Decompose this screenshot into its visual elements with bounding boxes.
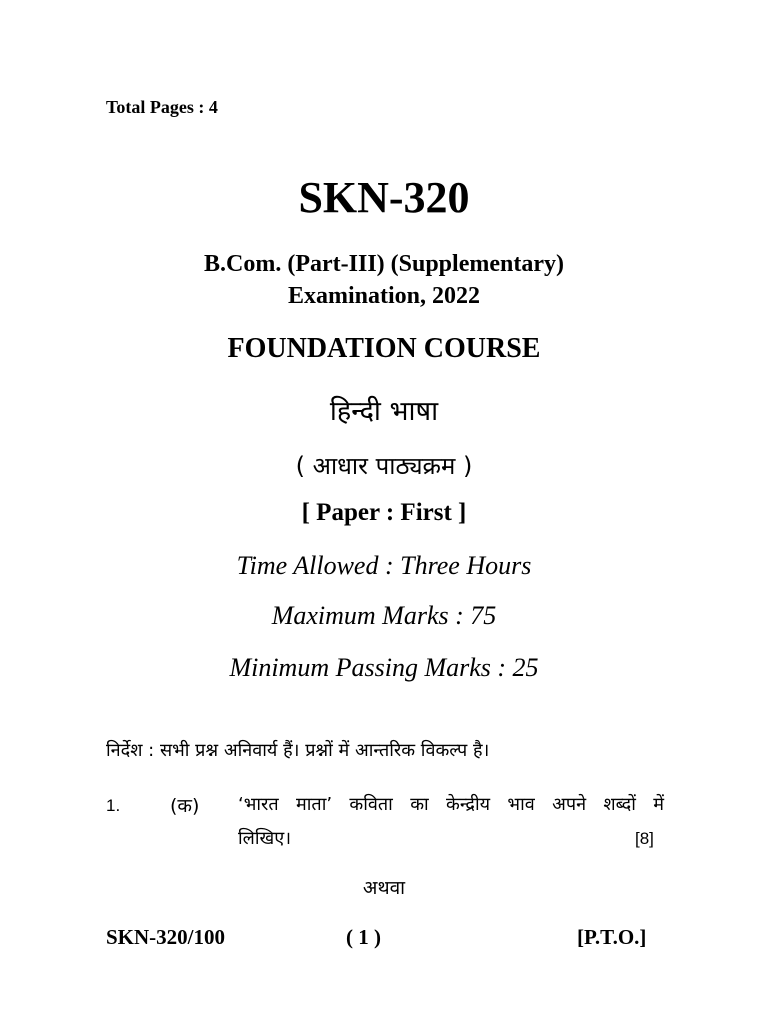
or-separator: अथवा: [362, 877, 406, 899]
footer-paper-code: SKN-320/100: [106, 925, 226, 949]
total-pages-label: Total Pages : 4: [106, 97, 218, 117]
question-number: 1.: [106, 796, 121, 815]
paper-number: [ Paper : First ]: [301, 499, 467, 526]
footer-pto: [P.T.O.]: [577, 925, 647, 949]
subject-subtitle: ( आधार पाठ्यक्रम ): [295, 452, 473, 480]
subject-title: हिन्दी भाषा: [329, 396, 439, 427]
course-title: FOUNDATION COURSE: [227, 333, 541, 364]
time-allowed: Time Allowed : Three Hours: [236, 551, 532, 580]
exam-name-line1: B.Com. (Part-III) (Supplementary): [204, 251, 564, 277]
question-marks: [8]: [635, 829, 654, 848]
minimum-passing-marks: Minimum Passing Marks : 25: [229, 653, 539, 682]
question-text-line2: लिखिए।: [238, 828, 292, 849]
paper-code-title: SKN-320: [298, 173, 470, 222]
question-sub-label: (क): [170, 795, 200, 817]
question-text-line1: ‘भारत माता’ कविता का केन्द्रीय भाव अपने शब्दों में: [238, 794, 664, 815]
footer-page-number: ( 1 ): [346, 925, 381, 949]
exam-name-line2: Examination, 2022: [287, 283, 481, 309]
instructions-text: निर्देश : सभी प्रश्न अनिवार्य हैं। प्रश्नों में आन्तरिक विकल्प है।: [106, 740, 490, 761]
maximum-marks: Maximum Marks : 75: [271, 601, 497, 630]
